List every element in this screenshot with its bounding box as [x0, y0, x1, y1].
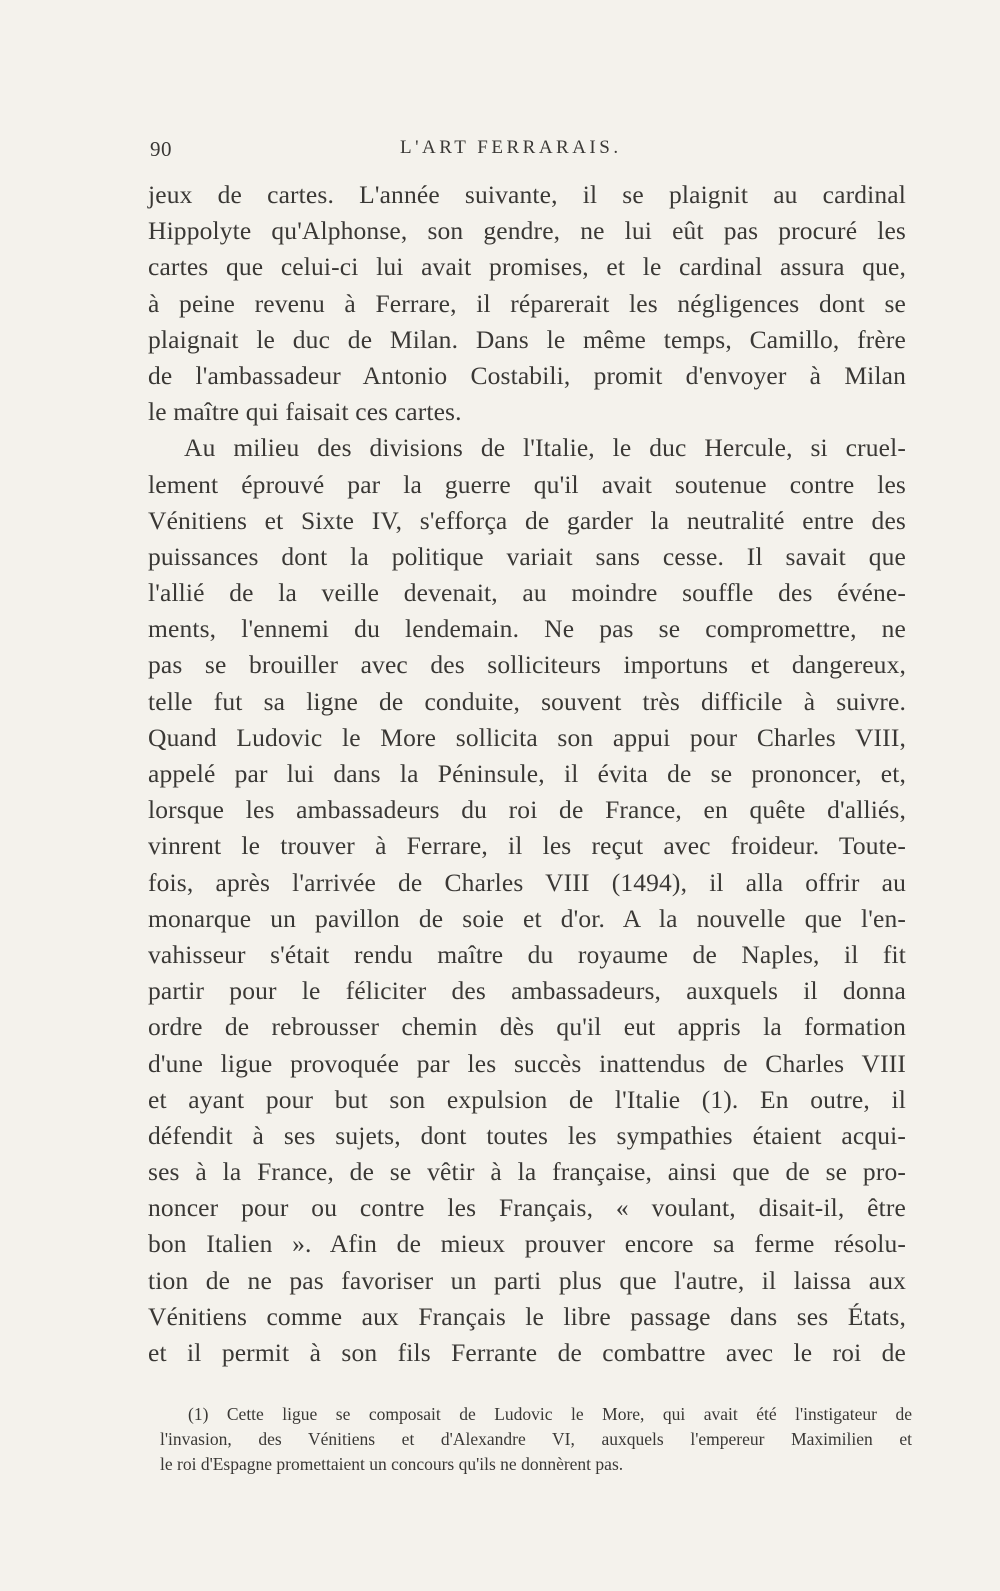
text-line: ordre de rebrousser chemin dès qu'il eut appris la formation: [148, 1012, 906, 1042]
text-line: l'allié de la veille devenait, au moindre souffle des événe-: [148, 578, 906, 608]
footnote: [160, 1402, 912, 1477]
page-number: 90: [150, 137, 172, 161]
text-line: de l'ambassadeur Antonio Costabili, promit d'envoyer à Milan: [148, 360, 906, 390]
text-line: puissances dont la politique variait sans cesse. Il savait que: [148, 541, 906, 571]
text-line: vahisseur s'était rendu maître du royaume de Naples, il fit: [148, 939, 906, 969]
text-line: tion de ne pas favoriser un parti plus que l'autre, il laissa aux: [148, 1265, 906, 1295]
footnote-line: (1) Cette ligue se composait de Ludovic le More, qui avait été l'instigateur de: [188, 1404, 912, 1424]
text-line: partir pour le féliciter des ambassadeurs, auxquels il donna: [148, 976, 906, 1006]
text-line: lement éprouvé par la guerre qu'il avait soutenue contre les: [148, 469, 906, 499]
text-line: noncer pour ou contre les Français, « voulant, disait-il, être: [148, 1193, 906, 1223]
text-line: d'une ligue provoquée par les succès inattendus de Charles VIII: [148, 1048, 906, 1078]
text-line: Vénitiens comme aux Français le libre passage dans ses États,: [148, 1301, 906, 1331]
footnote-line: le roi d'Espagne promettaient un concours qu'ils ne donnèrent pas.: [160, 1454, 624, 1474]
text-line: Quand Ludovic le More sollicita son appui pour Charles VIII,: [148, 722, 906, 752]
text-line: à peine revenu à Ferrare, il réparerait les négligences dont se: [148, 288, 906, 318]
text-line: bon Italien ». Afin de mieux prouver encore sa ferme résolu-: [148, 1229, 906, 1259]
text-line: ses à la France, de se vêtir à la française, ainsi que de se pro-: [148, 1157, 906, 1187]
text-line: ments, l'ennemi du lendemain. Ne pas se compromettre, ne: [148, 614, 906, 644]
text-line: défendit à ses sujets, dont toutes les sympathies étaient acqui-: [148, 1120, 906, 1150]
running-title: L'ART FERRARAIS.: [400, 137, 622, 158]
text-line: le maître qui faisait ces cartes.: [148, 397, 462, 427]
footnote-line: l'invasion, des Vénitiens et d'Alexandre VI, auxquels l'empereur Maximilien et: [160, 1429, 912, 1449]
text-line: cartes que celui-ci lui avait promises, et le cardinal assura que,: [148, 252, 906, 282]
text-line: monarque un pavillon de soie et d'or. A la nouvelle que l'en-: [148, 903, 906, 933]
text-line: pas se brouiller avec des solliciteurs importuns et dangereux,: [148, 650, 906, 680]
text-line: lorsque les ambassadeurs du roi de France, en quête d'alliés,: [148, 795, 906, 825]
text-line: plaignait le duc de Milan. Dans le même temps, Camillo, frère: [148, 324, 906, 354]
text-line: telle fut sa ligne de conduite, souvent très difficile à suivre.: [148, 686, 906, 716]
text-line: Vénitiens et Sixte IV, s'efforça de garder la neutralité entre des: [148, 505, 906, 535]
text-line: appelé par lui dans la Péninsule, il évita de se prononcer, et,: [148, 759, 906, 788]
page-header: [150, 137, 910, 167]
text-line: Au milieu des divisions de l'Italie, le duc Hercule, si cruel-: [184, 433, 906, 463]
body-text: [148, 177, 906, 1371]
text-line: Hippolyte qu'Alphonse, son gendre, ne lui eût pas procuré les: [148, 216, 906, 246]
text-line: et il permit à son fils Ferrante de combattre avec le roi de: [148, 1338, 906, 1367]
text-line: et ayant pour but son expulsion de l'Italie (1). En outre, il: [148, 1084, 906, 1114]
text-line: fois, après l'arrivée de Charles VIII (1494), il alla offrir au: [148, 867, 906, 897]
text-line: vinrent le trouver à Ferrare, il les reçut avec froideur. Toute-: [148, 831, 906, 861]
text-line: jeux de cartes. L'année suivante, il se plaignit au cardinal: [148, 180, 906, 209]
